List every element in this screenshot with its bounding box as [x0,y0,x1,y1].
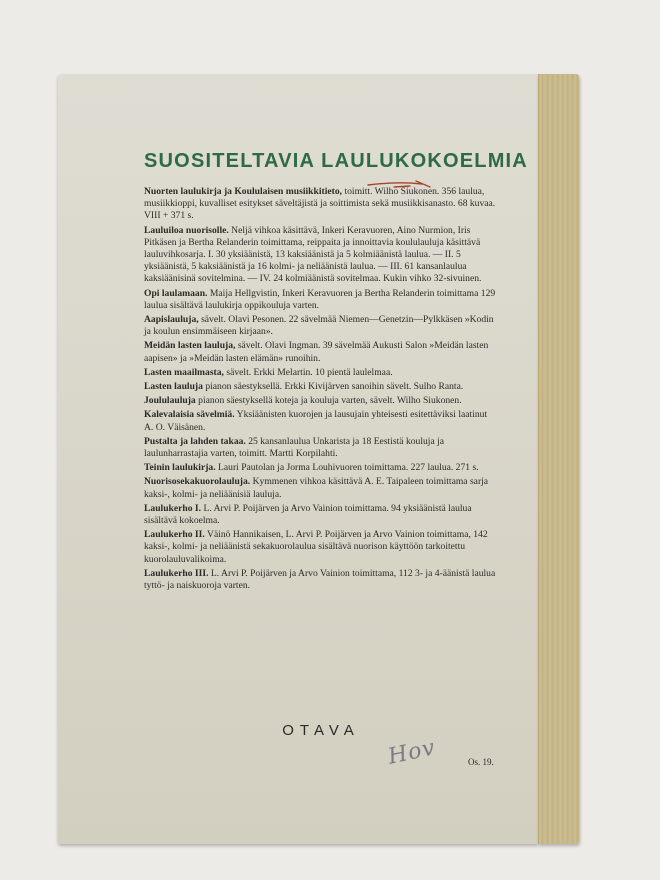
entry-name: Opi laulamaan. [144,287,208,299]
publisher-name: OTAVA [282,722,360,739]
entry-text: sävelt. Olavi Ingman. 39 sävelmää Aukusti Salon »Meidän lasten aapisen» ja »Meidän lasten elämän» runoihin. [144,340,489,364]
entry-text: Maija Hellgvistin, Inkeri Keravuoren ja Bertha Relanderin toimittama 129 laulua sisältävä laulukirja oppikouluja varten. [144,287,496,311]
entry [144,462,498,474]
entry-text: pianon säestyksellä koteja ja kouluja varten, sävelt. Wilho Siukonen. [198,395,462,407]
entry [144,186,498,223]
entry-text: Yksiäänisten kuorojen ja lausujain yhteisesti esitettäviksi laatinut A. O. Väisänen. [144,409,488,433]
entry-name: Meidän lasten lauluja, [144,340,236,352]
entry-name: Teinin laulukirja. [144,462,216,474]
entry-text: L. Arvi P. Poijärven ja Arvo Vainion toimittama, 112 3- ja 4-äänistä laulua tyttö- ja naiskuoroja varten. [144,567,496,592]
entry-text: sävelt. Erkki Melartin. 10 pientä laulelmaa. [226,366,393,378]
entry-text: sävelt. Olavi Pesonen. 22 sävelmää Niemen—Genetzin—Pylkkäsen »Kodin ja koulun ensimmäiseen kirjaan». [144,314,494,338]
entry [144,436,498,460]
entry [144,476,498,500]
cover-title: SUOSITELTAVIA LAULUKOKOELMIA [144,150,528,172]
entry-text: toimitt. Wilho Siukonen. 356 laulua, musiikkioppi, kuvalliset esitykset säveltäjistä ja soittimista sekä musiikkisanasto. 68 kuvaa. VIII + 371 s. [144,186,496,222]
entry-text: Kymmenen vihkoa käsittävä A. E. Taipaleen toimittama sarja kaksi-, kolmi- ja neliäänisiä lauluja. [144,476,489,500]
entry-name: Aapislauluja, [144,314,199,326]
entry-text: pianon säestyksellä. Erkki Kivijärven sanoihin sävelt. Sulho Ranta. [205,381,464,393]
entry-name: Joululauluja [144,395,196,407]
entry [144,503,498,527]
entry-text: Väinö Hannikaisen, L. Arvi P. Poijärven ja Arvo Vainion toimittama, 142 kaksi-, kolmi- ja neliäänistä sekakuorolaulua sisältävä nuorison käyttöön tarkoitettu kuorolauluvalikoima. [144,529,488,565]
book-spine [538,74,579,844]
entry [144,288,498,312]
entry-text: L. Arvi P. Poijärven ja Arvo Vainion toimittama. 94 yksiäänistä laulua sisältävä kokoelma. [144,502,472,527]
entries-list [144,186,498,594]
entry-name: Laulukerho II. [144,529,205,541]
entry-name: Laulukerho III. [144,567,209,579]
entry [144,367,498,379]
entry-text: 25 kansanlaulua Unkarista ja 18 Eestistä kouluja ja laulunharrastajia varten, toimitt. Martti Korpilahti. [144,435,445,460]
entry [144,340,498,364]
entry-name: Lasten lauluja [144,381,203,393]
entry-name: Nuorisosekakuorolauluja. [144,476,251,488]
back-cover [58,74,538,844]
entry-name: Nuorten laulukirja ja Koululaisen musiikkitieto, [144,186,343,197]
entry-text: Lauri Pautolan ja Jorma Louhivuoren toimittama. 227 laulua. 271 s. [218,462,479,474]
entry [144,395,498,407]
entry [144,568,498,592]
entry [144,314,498,338]
entry-name: Lauluiloa nuorisolle. [144,224,229,236]
entry-name: Pustalta ja lahden takaa. [144,435,246,447]
entry-name: Kalevalaisia sävelmiä. [144,409,235,421]
entry-name: Lasten maailmasta, [144,366,224,378]
entry [144,409,498,433]
book [58,74,578,844]
entry-text: Neljä vihkoa käsittävä, Inkeri Keravuoren, Aino Nurmion, Iris Pitkäsen ja Bertha Relanderin toimittama, reippaita ja innoittavia koululauluja käsittävä lauluvihkosarja. I. 30 yksiäänistä, 13 kaksiäänistä ja 5 kolmiäänistä laulua. — II. 5 yksiäänistä, 5 kaksiäänistä ja 16 kolmi- ja neliäänistä laulua. — III. 61 kansanlaulua kaksiäänisinä sovitelmina. — IV. 24 kolmiäänistä sovitelmaa. Kukin vihko 32-sivuinen. [144,224,482,285]
print-code: Os. 19. [468,757,494,767]
entry [144,381,498,393]
handwritten-note: Hov [385,735,438,770]
entry [144,225,498,286]
entry [144,529,498,566]
entry-name: Laulukerho I. [144,502,202,514]
